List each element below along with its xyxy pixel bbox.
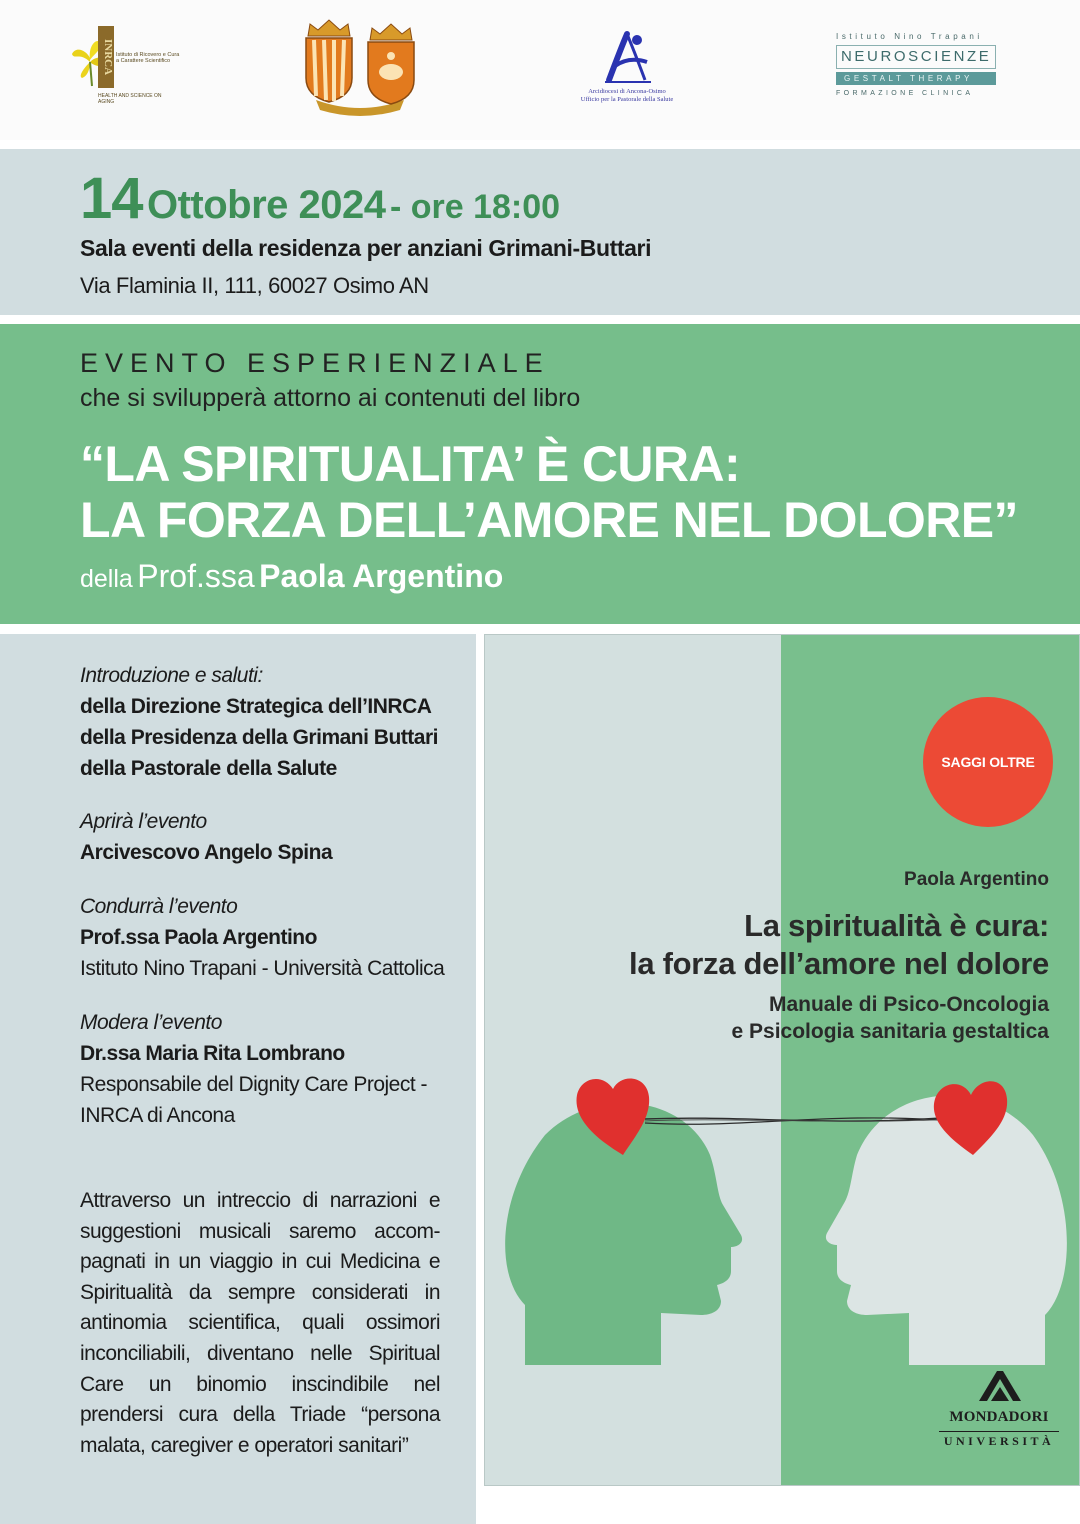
event-type-label: EVENTO ESPERIENZIALE	[80, 348, 550, 378]
nt-neuroscienze: NEUROSCIENZE	[836, 45, 996, 69]
publisher-sub: UNIVERSITÀ	[939, 1431, 1059, 1449]
opening-name: Arcivescovo Angelo Spina	[80, 841, 333, 864]
date-band	[0, 149, 1080, 315]
logo-header	[0, 0, 1080, 140]
intro-line-3: della Pastorale della Salute	[80, 757, 337, 780]
author-name: Paola Argentino	[259, 558, 504, 594]
right-head-icon	[826, 1096, 1067, 1365]
coat-of-arms-icon	[296, 16, 424, 116]
conductor-heading: Condurrà l’evento	[80, 895, 238, 918]
nt-formazione: FORMAZIONE CLINICA	[836, 90, 974, 97]
event-month-year: Ottobre 2024	[146, 183, 386, 227]
moderator-heading: Modera l’evento	[80, 1011, 222, 1034]
event-address: Via Flaminia II, 111, 60027 Osimo AN	[80, 273, 429, 298]
conductor-name: Prof.ssa Paola Argentino	[80, 926, 317, 949]
intro-line-2: della Presidenza della Grimani Buttari	[80, 726, 438, 749]
main-title-line-1: “LA SPIRITUALITA’ È CURA:	[80, 436, 741, 492]
diocesi-emblem-icon	[597, 26, 657, 86]
event-subtitle: che si svilupperà attorno ai contenuti del libro	[80, 384, 581, 412]
nt-gestalt: GESTALT THERAPY	[836, 72, 996, 85]
book-subtitle-line-2: e Psicologia sanitaria gestaltica	[731, 1020, 1049, 1043]
book-title-line-1: La spiritualità è cura:	[744, 908, 1049, 943]
program-conductor	[80, 891, 460, 984]
nino-trapani-logo	[830, 32, 1000, 104]
inrca-text: Istituto di Ricovero e Cura a Carattere Scientifico	[116, 52, 180, 64]
event-day: 14	[80, 166, 143, 231]
program-intro	[80, 660, 460, 784]
diocesi-logo	[552, 26, 702, 116]
event-venue: Sala eventi della residenza per anziani Grimani-Buttari	[80, 235, 652, 261]
moderator-name: Dr.ssa Maria Rita Lombrano	[80, 1042, 345, 1065]
author-prefix: della	[80, 565, 133, 593]
series-label: SAGGI OLTRE	[941, 754, 1035, 770]
program-opening	[80, 806, 460, 868]
heads-illustration	[485, 1075, 1080, 1375]
main-title-line-2: LA FORZA DELL’AMORE NEL DOLORE”	[80, 492, 1018, 548]
book-subtitle-line-1: Manuale di Psico-Oncologia	[768, 993, 1049, 1016]
inrca-mark: INRCA	[102, 38, 114, 76]
author-line	[80, 558, 503, 595]
nt-institute: Istituto Nino Trapani	[836, 32, 983, 41]
title-band	[0, 324, 1080, 624]
book-title-line-2: la forza dell’amore nel dolore	[629, 946, 1049, 981]
municipal-coats-of-arms	[296, 16, 424, 116]
event-datetime	[80, 165, 560, 232]
moderator-role-2: INRCA di Ancona	[80, 1104, 235, 1127]
book-author: Paola Argentino	[904, 869, 1049, 890]
book-cover-area	[476, 634, 1080, 1524]
event-description: Attraverso un intreccio di narrazioni e suggestioni musicali saremo accom-pagnati in un viaggio in cui Medicina e Spiritualità da sempre considerati in antinomia scientifica, quali ossimori inconciliabili, diventano nelle Spiritual Care un binomio inscindibile nel prendersi cura della Triade “persona malata, caregiver e operatori sanitari”	[80, 1189, 440, 1457]
event-time: - ore 18:00	[389, 188, 561, 226]
conductor-affiliation: Istituto Nino Trapani - Università Cattolica	[80, 957, 445, 980]
program-column	[0, 634, 476, 1524]
program-moderator	[80, 1007, 460, 1131]
inrca-text-en: HEALTH AND SCIENCE ON AGING	[98, 93, 162, 105]
intro-line-1: della Direzione Strategica dell’INRCA	[80, 695, 432, 718]
moderator-role-1: Responsabile del Dignity Care Project -	[80, 1073, 428, 1096]
author-title: Prof.ssa	[137, 558, 255, 594]
publisher-name: MONDADORI	[949, 1409, 1049, 1425]
main-title	[80, 436, 1070, 548]
opening-heading: Aprirà l’evento	[80, 810, 207, 833]
diocesi-line-2: Ufficio per la Pastorale della Salute	[580, 96, 674, 103]
book-title	[629, 907, 1049, 983]
diocesi-line-1: Arcidiocesi di Ancona-Osimo	[588, 88, 666, 95]
inrca-logo	[70, 24, 180, 116]
book-cover	[484, 634, 1080, 1486]
intro-heading: Introduzione e saluti:	[80, 664, 263, 687]
mondadori-logo-icon	[977, 1369, 1023, 1403]
book-subtitle	[732, 991, 1049, 1045]
diocesi-text	[552, 88, 702, 104]
